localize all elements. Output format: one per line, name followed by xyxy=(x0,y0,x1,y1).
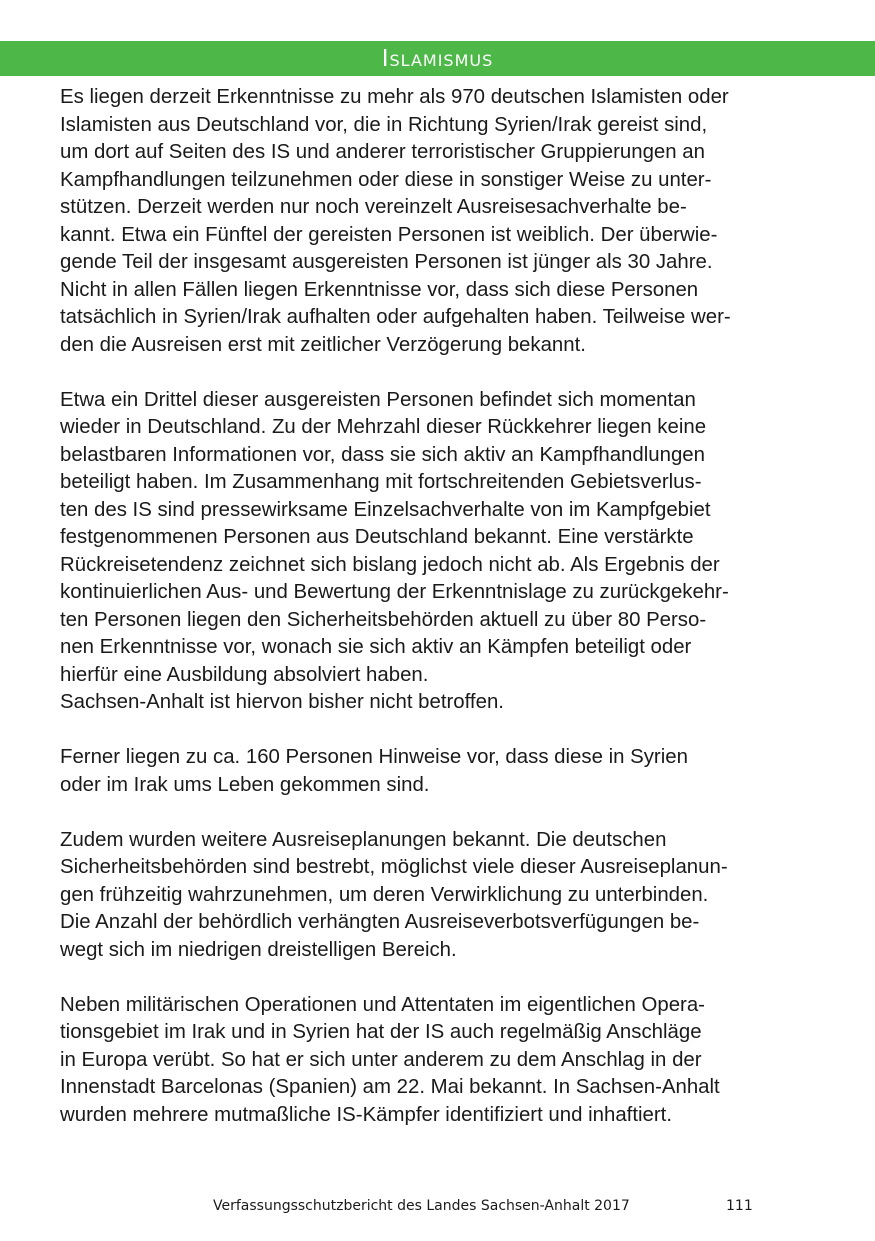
text-line: Sicherheitsbehörden sind bestrebt, möglichst viele dieser Ausreiseplanun- xyxy=(60,856,728,878)
text-line: den die Ausreisen erst mit zeitlicher Verzögerung bekannt. xyxy=(60,333,586,356)
text-line: in Europa verübt. So hat er sich unter anderem zu dem Anschlag in der xyxy=(60,1048,702,1071)
text-line: Zudem wurden weitere Ausreiseplanungen bekannt. Die deutschen xyxy=(60,828,667,851)
paragraph-4 xyxy=(60,827,816,965)
text-line: Die Anzahl der behördlich verhängten Ausreiseverbotsverfügungen be- xyxy=(60,911,700,933)
footer-publication-title: Verfassungsschutzbericht des Landes Sachsen-Anhalt 2017 xyxy=(213,1198,630,1214)
text-line: ten des IS sind pressewirksame Einzelsachverhalte von im Kampfgebiet xyxy=(60,498,711,521)
text-line: kannt. Etwa ein Fünftel der gereisten Personen ist weiblich. Der überwie- xyxy=(60,223,718,246)
text-line: festgenommenen Personen aus Deutschland bekannt. Eine verstärkte xyxy=(60,526,694,548)
text-line: gende Teil der insgesamt ausgereisten Personen ist jünger als 30 Jahre. xyxy=(60,251,713,273)
text-line: Nicht in allen Fällen liegen Erkenntnisse vor, dass sich diese Personen xyxy=(60,278,699,301)
text-line: Neben militärischen Operationen und Attentaten im eigentlichen Opera- xyxy=(60,993,705,1016)
text-line: wegt sich im niedrigen dreistelligen Bereich. xyxy=(60,938,457,961)
text-line: beteiligt haben. Im Zusammenhang mit fortschreitenden Gebietsverlus- xyxy=(60,471,702,493)
text-line: Rückreisetendenz zeichnet sich bislang jedoch nicht ab. Als Ergebnis der xyxy=(60,553,720,576)
section-header-band xyxy=(0,41,875,76)
text-line: tatsächlich in Syrien/Irak aufhalten oder aufgehalten haben. Teilweise wer- xyxy=(60,306,731,328)
text-line: ten Personen liegen den Sicherheitsbehörden aktuell zu über 80 Perso- xyxy=(60,608,707,631)
text-line: nen Erkenntnisse vor, wonach sie sich aktiv an Kämpfen beteiligt oder xyxy=(60,636,692,658)
text-line: Kampfhandlungen teilzunehmen oder diese in sonstiger Weise zu unter- xyxy=(60,168,712,191)
text-line: Islamisten aus Deutschland vor, die in Richtung Syrien/Irak gereist sind, xyxy=(60,113,708,136)
text-line: oder im Irak ums Leben gekommen sind. xyxy=(60,773,430,796)
text-line: wieder in Deutschland. Zu der Mehrzahl dieser Rückkehrer liegen keine xyxy=(60,416,707,438)
text-line: kontinuierlichen Aus- und Bewertung der Erkenntnislage zu zurückgekehr- xyxy=(60,581,729,603)
section-title: Islamismus xyxy=(381,45,494,72)
paragraph-1 xyxy=(60,84,816,359)
page-footer xyxy=(0,1196,875,1216)
text-line: gen frühzeitig wahrzunehmen, um deren Verwirklichung zu unterbinden. xyxy=(60,883,709,906)
text-line: wurden mehrere mutmaßliche IS-Kämpfer identifiziert und inhaftiert. xyxy=(60,1103,672,1126)
paragraph-3 xyxy=(60,744,816,799)
text-line: Etwa ein Drittel dieser ausgereisten Personen befindet sich momentan xyxy=(60,388,696,411)
page-number: 111 xyxy=(726,1198,753,1214)
text-line: Ferner liegen zu ca. 160 Personen Hinweise vor, dass diese in Syrien xyxy=(60,746,688,768)
text-line: tionsgebiet im Irak und in Syrien hat der IS auch regelmäßig Anschläge xyxy=(60,1021,702,1043)
text-line: hierfür eine Ausbildung absolviert haben. xyxy=(60,663,429,686)
text-line: Innenstadt Barcelonas (Spanien) am 22. Mai bekannt. In Sachsen-Anhalt xyxy=(60,1076,720,1098)
body-text xyxy=(60,84,816,1157)
text-line: Sachsen-Anhalt ist hiervon bisher nicht betroffen. xyxy=(60,691,504,713)
paragraph-2 xyxy=(60,387,816,717)
text-line: stützen. Derzeit werden nur noch vereinzelt Ausreisesachverhalte be- xyxy=(60,196,687,218)
text-line: belastbaren Informationen vor, dass sie sich aktiv an Kampfhandlungen xyxy=(60,443,705,466)
text-line: Es liegen derzeit Erkenntnisse zu mehr als 970 deutschen Islamisten oder xyxy=(60,86,729,108)
paragraph-5 xyxy=(60,992,816,1130)
text-line: um dort auf Seiten des IS und anderer terroristischer Gruppierungen an xyxy=(60,141,705,163)
